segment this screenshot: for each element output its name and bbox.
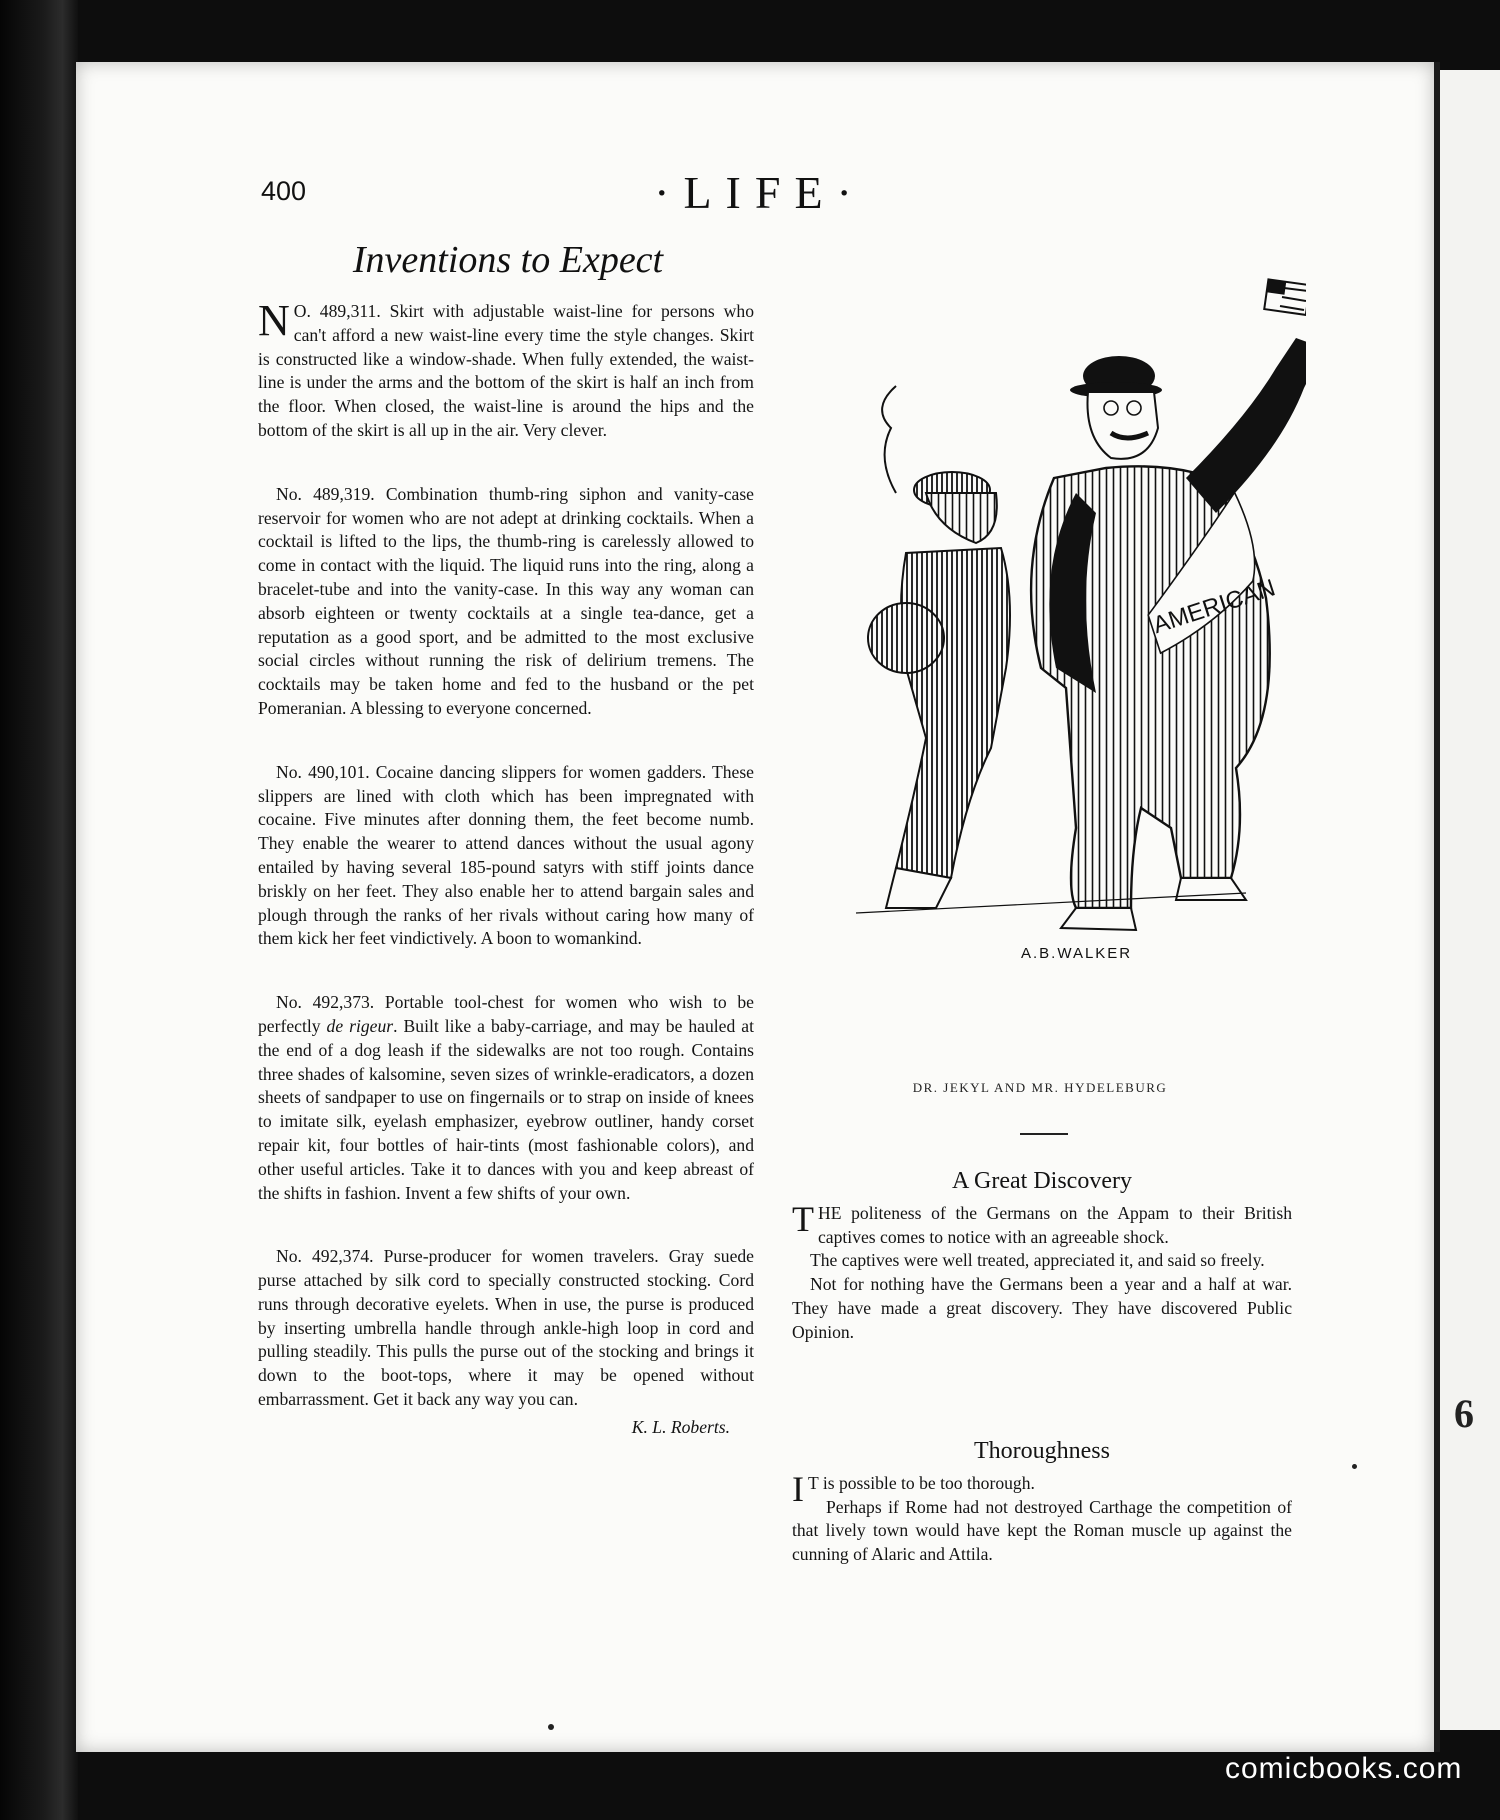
paragraph: T is possible to be too thorough. — [808, 1472, 1035, 1493]
american-flag-drawing — [1264, 279, 1306, 346]
adjacent-page-edge — [1440, 70, 1500, 1730]
artist-signature: A.B.WALKER — [1021, 945, 1133, 962]
paragraph: HE politeness of the Germans on the Appam to their British captives comes to notice with an agreeable shock. — [818, 1202, 1292, 1247]
entry-text-continued: . Built like a baby-carriage, and may be hauled at the end of a dog leash if the sidewalks are not too rough. Contains three shades of kalsomine, seven sizes of wrinkle-eradicators, a dozen sheets of sandpaper to use on fingernails or to strap on inside of knees to imitate silk, eyelash emphasizer, eyebrow outliner, handy corset repair kit, four bottles of hair-tints (most fashionable colors), and other useful articles. Take it to dances with you and keep abreast of the shifts in fashion. Invent a few shifts of your own. — [258, 1015, 754, 1203]
cartoon-caption: DR. JEKYL AND MR. HYDELEBURG — [912, 1080, 1168, 1095]
section-divider — [1020, 1133, 1068, 1135]
entry-text: O. 489,311. Skirt with adjustable waist-line for persons who can't afford a new waist-line every time the style changes. Skirt is constructed like a window-shade. When fully extended, the waist-line is under the arms and the bottom of the skirt is half an inch from the floor. When closed, the waist-line is around the hips and the bottom of the skirt is all up in the air. Very clever. — [258, 301, 754, 440]
page-number: 400 — [261, 176, 307, 206]
article-body — [258, 296, 754, 1440]
invention-entry — [258, 1245, 754, 1412]
cartoon-illustration — [776, 268, 1306, 1068]
article-title: Inventions to Expect — [352, 239, 664, 281]
entry-text: No. 492,373. Portable tool-chest for women who wish to be perfectly — [258, 992, 754, 1036]
paragraph: Not for nothing have the Germans been a year and a half at war. They have made a great discovery. They have discovered Public Opinion. — [792, 1274, 1292, 1342]
author-signature: K. L. Roberts. — [631, 1416, 730, 1437]
entry-text: No. 492,374. Purse-producer for women travelers. Gray suede purse attached by silk cord to specially constructed stocking. Cord runs through decorative eyelets. When in use, the purse is produced by inserting umbrella handle through ankle-high loop in cord and pulling steadily. This pulls the purse out of the stocking and brings it down to the boot-tops, where it may be opened without embarrassment. Get it back any way you can. — [258, 1246, 754, 1410]
hyde-figure-drawing — [868, 386, 1010, 908]
sash-label: AMERICAN — [1149, 574, 1279, 640]
magazine-masthead: ·LIFE· — [654, 167, 866, 218]
print-speck — [1352, 1464, 1357, 1469]
invention-entry — [258, 761, 754, 951]
scan-border-left — [0, 0, 78, 1820]
thoroughness-section — [792, 1440, 1292, 1567]
drop-cap: N — [258, 296, 290, 345]
paragraph: Perhaps if Rome had not destroyed Carthage the competition of that lively town would have kept the Roman muscle up against the cunning of Alaric and Attila. — [792, 1496, 1292, 1565]
section-heading: Thoroughness — [974, 1438, 1110, 1464]
section-heading: A Great Discovery — [952, 1168, 1132, 1194]
invention-entry — [258, 483, 754, 721]
adjacent-page-fragment: 6 — [1454, 1391, 1474, 1436]
great-discovery-section — [792, 1170, 1292, 1345]
source-watermark: comicbooks.com — [1225, 1752, 1463, 1785]
invention-entry — [258, 991, 754, 1205]
drop-cap: I — [792, 1468, 804, 1509]
entry-text: No. 490,101. Cocaine dancing slippers for women gadders. These slippers are lined with cloth which has been impregnated with cocaine. Five minutes after donning them, the feet become numb. They enable the wearer to attend dances without the usual agony entailed by having several 185-pound satyrs with stiff joints dance briskly on her feet. They also enable her to attend bargain sales and plough through the ranks of her rivals without caring how many of them kick her feet vindictively. A boon to womankind. — [258, 761, 754, 949]
print-speck — [548, 1724, 554, 1730]
invention-entry — [258, 296, 754, 443]
entry-text: No. 489,319. Combination thumb-ring siphon and vanity-case reservoir for women who are not adept at drinking cocktails. When a cocktail is lifted to the lips, the thumb-ring is carelessly allowed to come in contact with the liquid. The liquid runs into the ring, along a bracelet-tube and into the vanity-case. In this way any woman can absorb eighteen or twenty cocktails at a single tea-dance, get a reputation as a good sport, and be admitted to the most exclusive social circles without running the risk of delirium tremens. The cocktails may be taken home and fed to the husband or the pet Pomeranian. A blessing to everyone concerned. — [258, 483, 754, 718]
entry-italic-phrase: de rigeur — [326, 1015, 394, 1036]
paragraph: The captives were well treated, appreciated it, and said so freely. — [810, 1250, 1265, 1271]
drop-cap: T — [792, 1198, 814, 1239]
